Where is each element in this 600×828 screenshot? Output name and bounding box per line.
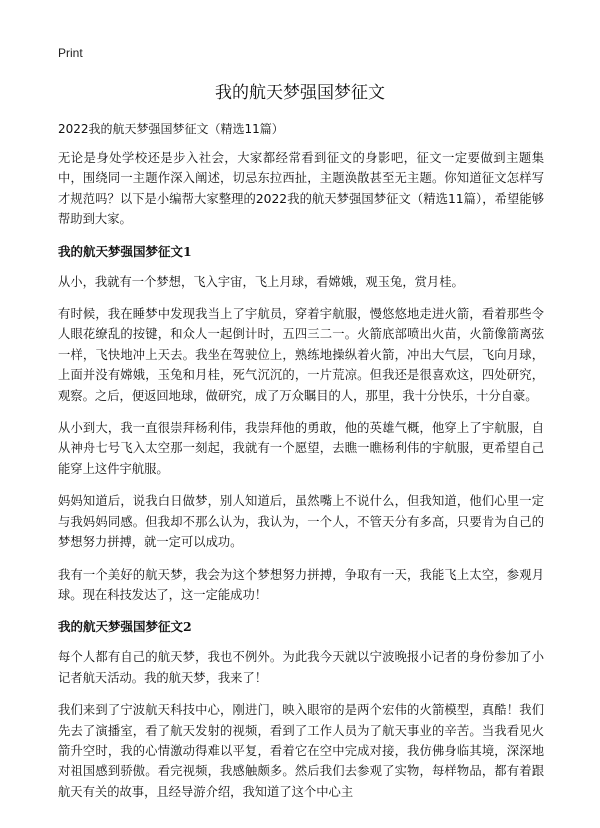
section-paragraph: 从小，我就有一个梦想，飞入宇宙，飞上月球，看嫦娥，观玉兔，赏月桂。 (58, 274, 464, 289)
intro-paragraph: 无论是身处学校还是步入社会，大家都经常看到征文的身影吧，征文一定要做到主题集中，围绕同一主题作深入阐述，切忌东拉西扯，主题涣散甚至无主题。你知道征文怎样写才规范吗？以下是小编帮大家整理的2022我的航天梦强国梦征文（精选11篇），希望能够帮助到大家。 (58, 151, 544, 227)
section-paragraph: 我有一个美好的航天梦，我会为这个梦想努力拼搏，争取有一天，我能飞上太空，参观月球。现在科技发达了，这一定能成功！ (58, 567, 544, 602)
section-paragraph: 妈妈知道后，说我白日做梦，别人知道后，虽然嘴上不说什么，但我知道，他们心里一定与我妈妈同感。但我却不那么认为，我认为，一个人，不管天分有多高，只要肯为自己的梦想努力拼搏，就一定可以成功。 (58, 494, 544, 550)
document-body (58, 120, 544, 814)
document-title: 我的航天梦强国梦征文 (215, 83, 385, 103)
print-label: Print (58, 46, 83, 60)
section-paragraph: 我们来到了宁波航天科技中心，刚进门，映入眼帘的是两个宏伟的火箭模型，真酷！我们先去了演播室，看了航天发射的视频，看到了工作人员为了航天事业的辛苦。当我看见火箭升空时，我的心情激动得难以平复，看着它在空中完成对接，我仿佛身临其境，深深地对祖国感到骄傲。看完视频，我感触颇多。然后我们去参观了实物，每样物品，都有着跟航天有关的故事，且经导游介绍，我知道了这个中心主 (58, 703, 544, 799)
section-heading: 我的航天梦强国梦征文2 (58, 619, 192, 635)
section-paragraph: 每个人都有自己的航天梦，我也不例外。为此我今天就以宁波晚报小记者的身份参加了小记者航天活动。我的航天梦，我来了！ (58, 650, 544, 685)
document-subtitle: 2022我的航天梦强国梦征文（精选11篇） (58, 122, 284, 136)
section-1 (58, 242, 544, 606)
section-heading: 我的航天梦强国梦征文1 (58, 243, 192, 259)
section-paragraph: 有时候，我在睡梦中发现我当上了宇航员，穿着宇航服，慢悠悠地走进火箭，看着那些令人眼花缭乱的按键，和众人一起倒计时，五四三二一。火箭底部喷出火苗，火箭像箭离弦一样，飞快地冲上天去。我坐在驾驶位上，熟练地操纵着火箭，冲出大气层，飞向月球，上面并没有嫦娥，玉兔和月桂，死气沉沉的，一片荒凉。但我还是很喜欢这，四处研究，观察。之后，便返回地球，做研究，成了万众瞩目的人，那里，我十分快乐，十分自豪。 (58, 307, 544, 403)
section-2 (58, 617, 544, 802)
section-paragraph: 从小到大，我一直很崇拜杨利伟，我崇拜他的勇敢，他的英雄气概，他穿上了宇航服，自从神舟七号飞入太空那一刻起，我就有一个愿望，去瞧一瞧杨利伟的宇航服，更希望自己能穿上这件宇航服。 (58, 421, 544, 476)
